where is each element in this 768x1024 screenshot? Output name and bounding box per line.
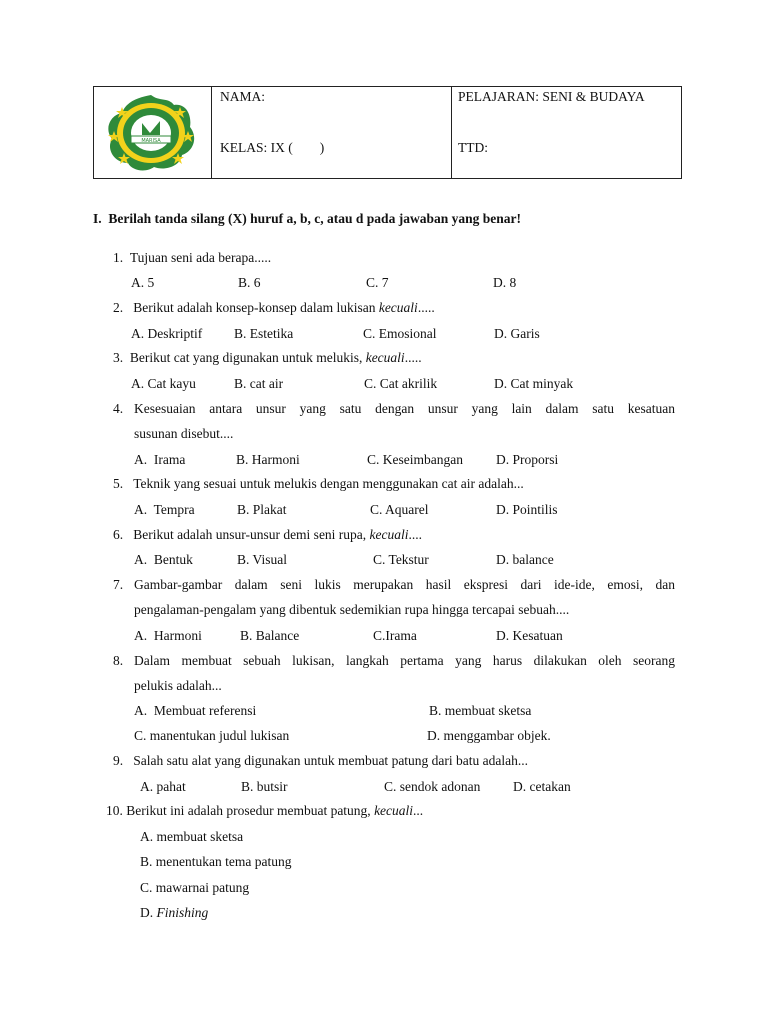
option: D. cetakan [513,779,571,794]
option: A. Deskriptif [131,326,203,341]
nama-label: NAMA: [220,89,266,104]
option: A. Membuat referensi [134,703,257,718]
option: B. Harmoni [236,452,300,467]
option: D. Kesatuan [496,628,563,643]
question-8-line1: Dalam membuat sebuah lukisan, langkah pertama yang harus dilakukan oleh seorang [134,653,675,668]
option: C. mawarnai patung [140,880,250,895]
section-number: I. [93,211,102,226]
option: A. Harmoni [134,628,202,643]
option: B. membuat sketsa [429,703,532,718]
question-10: 10. Berikut ini adalah prosedur membuat patung, kecuali... [106,803,424,818]
option: C. sendok adonan [384,779,481,794]
option: C. Tekstur [373,552,429,567]
option: D. 8 [493,275,517,290]
question-1: 1. Tujuan seni ada berapa..... [113,250,272,265]
question-3: 3. Berikut cat yang digunakan untuk melukis, kecuali..... [113,350,422,365]
option: B. Balance [240,628,300,643]
option: C. manentukan judul lukisan [134,728,290,743]
section-heading [93,211,521,227]
option: B. butsir [241,779,288,794]
option: D. balance [496,552,554,567]
option: B. Plakat [237,502,287,517]
section-instruction: Berilah tanda silang (X) huruf a, b, c, atau d pada jawaban yang benar! [108,211,521,226]
option: A. Cat kayu [131,376,196,391]
option: A. pahat [140,779,186,794]
question-4-line2: susunan disebut.... [134,426,234,441]
option: B. menentukan tema patung [140,854,292,869]
logo-banner-text: MARISA [141,138,161,144]
question-4-line1: Kesesuaian antara unsur yang satu dengan unsur yang lain dalam satu kesatuan [134,401,675,416]
question-number: 4. [113,401,124,416]
ttd-label: TTD: [458,140,488,155]
option: B. Visual [237,552,287,567]
question-7-line2: pengalaman-pengalam yang dibentuk sedemikian rupa hingga tercapai sebuah.... [134,602,570,617]
option: D. Proporsi [496,452,559,467]
question-2: 2. Berikut adalah konsep-konsep dalam lukisan kecuali..... [113,300,435,315]
option: C. 7 [366,275,389,290]
option: C. Aquarel [370,502,429,517]
school-logo [102,93,200,173]
option: D. Pointilis [496,502,558,517]
header-divider [211,87,212,178]
header-divider [451,87,452,178]
option: C. Emosional [363,326,437,341]
option: C. Keseimbangan [367,452,463,467]
option: B. cat air [234,376,284,391]
option: A. 5 [131,275,155,290]
option: C.Irama [373,628,417,643]
question-7-line1: Gambar-gambar dalam seni lukis merupakan hasil ekspresi dari ide-ide, emosi, dan [134,577,675,592]
question-number: 8. [113,653,124,668]
option: D. menggambar objek. [427,728,551,743]
option: A. membuat sketsa [140,829,244,844]
header-table [93,86,682,179]
question-6: 6. Berikut adalah unsur-unsur demi seni rupa, kecuali.... [113,527,423,542]
option: D. Garis [494,326,540,341]
option: D. Cat minyak [494,376,574,391]
question-5: 5. Teknik yang sesuai untuk melukis dengan menggunakan cat air adalah... [113,476,524,491]
option: A. Irama [134,452,186,467]
question-9: 9. Salah satu alat yang digunakan untuk membuat patung dari batu adalah... [113,753,529,768]
option: C. Cat akrilik [364,376,438,391]
option: A. Bentuk [134,552,193,567]
option: B. 6 [238,275,261,290]
option: D. Finishing [140,905,209,920]
question-number: 7. [113,577,124,592]
option: A. Tempra [134,502,195,517]
option: B. Estetika [234,326,294,341]
kelas-label: KELAS: IX ( ) [220,140,325,155]
pelajaran-label: PELAJARAN: SENI & BUDAYA [458,89,645,104]
question-8-line2: pelukis adalah... [134,678,222,693]
